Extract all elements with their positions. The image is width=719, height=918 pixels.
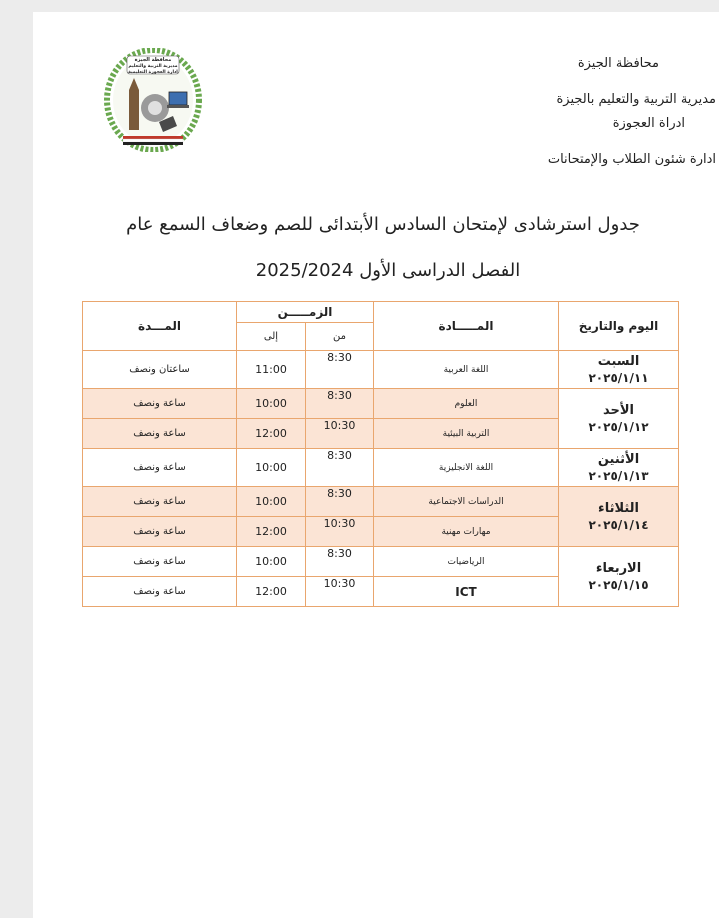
to-cell: 12:00	[237, 419, 306, 449]
day-date: ٢٠٢٥/١/١٣	[588, 468, 649, 483]
to-cell: 10:00	[237, 547, 306, 577]
header-from: من	[306, 323, 374, 351]
table-row	[83, 487, 679, 517]
header-time: الزمـــــن	[237, 302, 374, 323]
subject-cell: ICT	[374, 577, 559, 607]
day-name: السبت	[597, 353, 640, 369]
to-cell: 10:00	[237, 487, 306, 517]
table-row	[83, 547, 679, 577]
day-name: الأثنين	[597, 451, 640, 467]
header-department: ادارة شئون الطلاب والإمتحانات	[547, 152, 716, 167]
schedule-title: جدول استرشادى لإمتحان السادس الأبتدائى للصم وضعاف السمع عام	[126, 214, 640, 235]
day-cell	[559, 449, 679, 487]
from-cell: 10:30	[306, 577, 374, 607]
subject-cell: التربية البيئية	[374, 419, 559, 449]
giza-education-logo	[103, 48, 203, 152]
to-cell: 10:00	[237, 389, 306, 419]
to-cell: 12:00	[237, 577, 306, 607]
logo-text-1: محافظة الجيزة	[134, 57, 172, 63]
from-cell: 8:30	[306, 547, 374, 577]
table-row	[83, 351, 679, 389]
subject-cell: اللغة العربية	[374, 351, 559, 389]
header-to: إلى	[237, 323, 306, 351]
from-cell: 8:30	[306, 487, 374, 517]
from-cell: 10:30	[306, 419, 374, 449]
day-cell	[559, 547, 679, 607]
header-administration: ادراة العجوزة	[612, 116, 685, 131]
duration-cell: ساعة ونصف	[83, 449, 237, 487]
from-cell: 8:30	[306, 389, 374, 419]
logo-text-2: مديرية التربية والتعليم	[128, 64, 178, 69]
subject-cell: الدراسات الاجتماعية	[374, 487, 559, 517]
day-name: الأحد	[603, 402, 635, 418]
duration-cell: ساعة ونصف	[83, 577, 237, 607]
duration-cell: ساعة ونصف	[83, 487, 237, 517]
exam-schedule-table	[82, 301, 679, 607]
table-row	[83, 389, 679, 419]
logo-text-3: ادارة العجوزة التعليمية	[128, 70, 178, 75]
day-cell	[559, 351, 679, 389]
day-date: ٢٠٢٥/١/١٤	[588, 517, 649, 532]
subject-cell: العلوم	[374, 389, 559, 419]
from-cell: 8:30	[306, 351, 374, 389]
duration-cell: ساعتان ونصف	[83, 351, 237, 389]
subject-cell: مهارات مهنية	[374, 517, 559, 547]
to-cell: 12:00	[237, 517, 306, 547]
header-day-date: اليوم والتاريخ	[559, 302, 679, 351]
header-governorate: محافظة الجيزة	[577, 56, 659, 71]
to-cell: 11:00	[237, 351, 306, 389]
schedule-subtitle: الفصل الدراسى الأول 2025/2024	[255, 260, 521, 281]
duration-cell: ساعة ونصف	[83, 547, 237, 577]
day-date: ٢٠٢٥/١/١٥	[588, 577, 649, 592]
duration-cell: ساعة ونصف	[83, 389, 237, 419]
day-cell	[559, 487, 679, 547]
subject-cell: الرياضيات	[374, 547, 559, 577]
header-duration: المـــدة	[83, 302, 237, 351]
document-page	[33, 12, 719, 918]
to-cell: 10:00	[237, 449, 306, 487]
subject-cell: اللغة الانجليزية	[374, 449, 559, 487]
from-cell: 10:30	[306, 517, 374, 547]
day-date: ٢٠٢٥/١/١٢	[588, 419, 649, 434]
duration-cell: ساعة ونصف	[83, 419, 237, 449]
header-subject: المـــــادة	[374, 302, 559, 351]
from-cell: 8:30	[306, 449, 374, 487]
duration-cell: ساعة ونصف	[83, 517, 237, 547]
day-name: الثلاثاء	[598, 500, 639, 516]
header-directorate: مديرية التربية والتعليم بالجيزة	[556, 92, 716, 107]
day-date: ٢٠٢٥/١/١١	[588, 370, 649, 385]
table-row	[83, 449, 679, 487]
day-name: الاربعاء	[595, 560, 642, 576]
day-cell	[559, 389, 679, 449]
